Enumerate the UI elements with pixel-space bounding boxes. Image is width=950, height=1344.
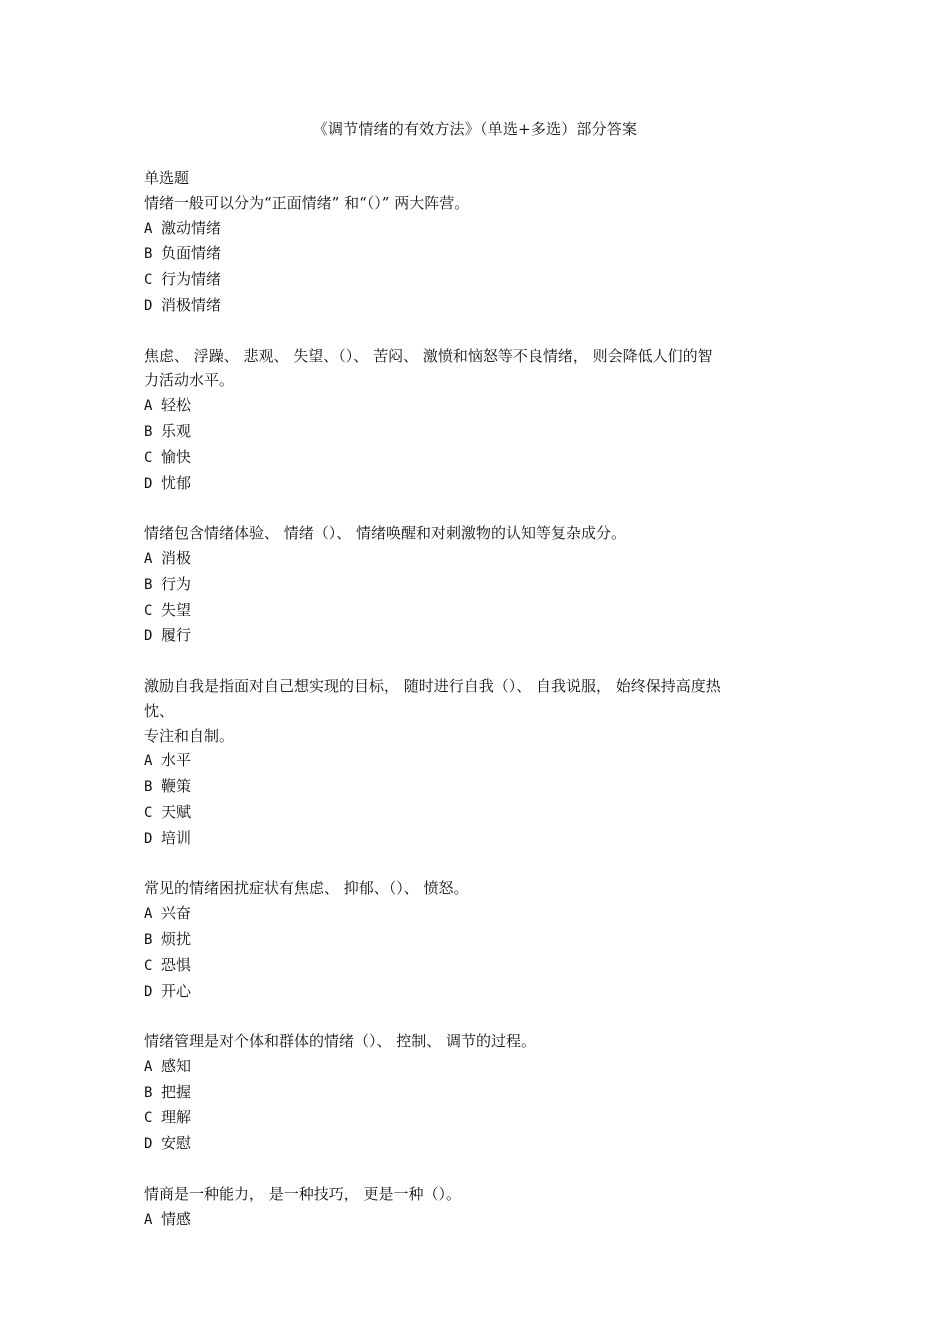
option-text: 安慰 — [161, 1134, 192, 1153]
question-text: 情绪包含情绪体验、 情绪（）、 情绪唤醒和对刺激物的认知等复杂成分。 — [144, 524, 627, 543]
option-letter: A — [144, 1211, 153, 1228]
option-letter: A — [144, 550, 153, 567]
answer-option — [144, 598, 814, 624]
question-text: 专注和自制。 — [144, 726, 235, 745]
answer-option — [144, 445, 814, 471]
answer-option — [144, 241, 814, 267]
option-letter: C — [144, 272, 153, 289]
question-text: 力活动水平。 — [144, 371, 235, 390]
answer-option — [144, 774, 814, 800]
question-text: 激励自我是指面对自己想实现的目标， 随时进行自我（）、 自我说服， 始终保持高度热 — [144, 676, 721, 695]
answer-option — [144, 826, 814, 852]
option-text: 兴奋 — [161, 904, 192, 923]
question-item — [144, 1182, 814, 1233]
question-text: 焦虑、 浮躁、 悲观、 失望、（）、 苦闷、 激愤和恼怒等不良情绪， 则会降低人们的智 — [144, 346, 713, 365]
answer-option — [144, 979, 814, 1005]
option-letter: C — [144, 602, 153, 619]
answer-option — [144, 1131, 814, 1157]
question-text: 常见的情绪困扰症状有焦虑、 抑郁、（）、 愤怒。 — [144, 879, 469, 898]
question-item — [144, 876, 814, 1004]
question-item — [144, 344, 814, 497]
answer-option — [144, 1105, 814, 1131]
option-letter: B — [144, 246, 153, 263]
document-body — [144, 166, 814, 1257]
option-letter: A — [144, 753, 153, 770]
option-letter: D — [144, 983, 153, 1000]
option-text: 天赋 — [161, 802, 192, 821]
answer-option — [144, 546, 814, 572]
option-text: 愉快 — [161, 447, 192, 466]
option-letter: D — [144, 297, 153, 314]
answer-option — [144, 419, 814, 445]
option-text: 烦扰 — [161, 929, 192, 948]
answer-option — [144, 800, 814, 826]
question-list — [144, 191, 814, 1233]
option-letter: C — [144, 957, 153, 974]
question-item — [144, 521, 814, 649]
option-letter: B — [144, 423, 153, 440]
option-letter: D — [144, 475, 153, 492]
option-text: 轻松 — [161, 396, 192, 415]
answer-option — [144, 267, 814, 293]
option-letter: C — [144, 1110, 153, 1127]
question-item — [144, 674, 814, 852]
question-text: 情绪一般可以分为“正面情绪” 和“（）” 两大阵营。 — [144, 193, 470, 212]
option-letter: D — [144, 628, 153, 645]
answer-option — [144, 572, 814, 598]
option-text: 理解 — [161, 1108, 192, 1127]
option-text: 负面情绪 — [161, 244, 222, 263]
option-letter: A — [144, 1058, 153, 1075]
option-letter: C — [144, 449, 153, 466]
question-item — [144, 1029, 814, 1157]
option-text: 开心 — [161, 981, 192, 1000]
option-text: 把握 — [161, 1082, 192, 1101]
answer-option — [144, 1207, 814, 1233]
option-text: 恐惧 — [161, 955, 192, 974]
option-text: 情感 — [161, 1209, 192, 1228]
option-text: 忧郁 — [161, 473, 192, 492]
question-text: 情绪管理是对个体和群体的情绪（）、 控制、 调节的过程。 — [144, 1032, 537, 1051]
option-letter: B — [144, 931, 153, 948]
answer-option — [144, 953, 814, 979]
option-letter: D — [144, 830, 153, 847]
document-title: 《调节情绪的有效方法》（单选+多选）部分答案 — [312, 120, 638, 138]
option-letter: B — [144, 1084, 153, 1101]
answer-option — [144, 927, 814, 953]
answer-option — [144, 393, 814, 419]
option-text: 失望 — [161, 600, 192, 619]
option-letter: A — [144, 398, 153, 415]
answer-option — [144, 471, 814, 497]
answer-option — [144, 901, 814, 927]
option-text: 行为情绪 — [161, 270, 222, 289]
answer-option — [144, 293, 814, 319]
option-letter: B — [144, 576, 153, 593]
option-letter: C — [144, 804, 153, 821]
option-text: 水平 — [161, 751, 192, 770]
answer-option — [144, 1080, 814, 1106]
option-text: 培训 — [161, 828, 192, 847]
option-text: 感知 — [161, 1056, 192, 1075]
option-letter: D — [144, 1136, 153, 1153]
section-heading: 单选题 — [144, 169, 190, 187]
answer-option — [144, 748, 814, 774]
answer-option — [144, 623, 814, 649]
option-text: 消极 — [161, 548, 192, 567]
option-text: 消极情绪 — [161, 295, 222, 314]
option-letter: A — [144, 906, 153, 923]
question-text: 情商是一种能力， 是一种技巧， 更是一种（）。 — [144, 1184, 462, 1203]
answer-option — [144, 1054, 814, 1080]
option-text: 行为 — [161, 574, 192, 593]
option-text: 鞭策 — [161, 777, 192, 796]
option-letter: B — [144, 779, 153, 796]
question-item — [144, 191, 814, 319]
option-text: 履行 — [161, 626, 192, 645]
question-text: 忱、 — [144, 701, 175, 720]
option-text: 乐观 — [161, 421, 192, 440]
answer-option — [144, 216, 814, 242]
option-text: 激动情绪 — [161, 218, 222, 237]
option-letter: A — [144, 220, 153, 237]
